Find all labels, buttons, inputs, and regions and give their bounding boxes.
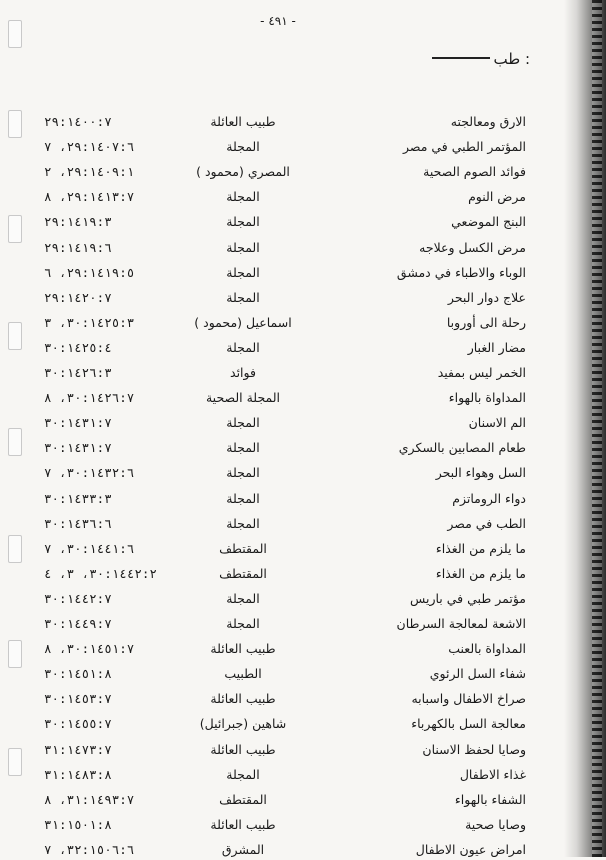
index-entry-row xyxy=(0,238,606,258)
index-entry-row xyxy=(0,288,606,308)
index-entry-row xyxy=(0,313,606,333)
index-entry-row xyxy=(0,790,606,810)
entry-source: فوائد xyxy=(230,365,256,380)
entry-title: ما يلزم من الغذاء xyxy=(435,540,526,556)
entry-reference: ٢٩:١٤٠٩:١، ٢ xyxy=(44,164,135,180)
index-entry-row xyxy=(0,112,606,132)
entry-title: غذاء الاطفال xyxy=(459,766,526,782)
index-entry-row xyxy=(0,413,606,433)
index-entry-row xyxy=(0,263,606,283)
entry-source: المجلة xyxy=(226,766,260,782)
entry-title: مرض الكسل وعلاجه xyxy=(419,239,526,255)
entry-source: المشرق xyxy=(221,841,265,857)
index-entry-row xyxy=(0,614,606,634)
entry-source: الطبيب xyxy=(224,666,262,682)
entry-source: طبيب العائلة xyxy=(210,641,276,657)
entry-title: المداواة بالهواء xyxy=(448,390,526,406)
entry-title: علاج دوار البحر xyxy=(447,289,526,305)
entry-reference: ٢٩:١٤٠٧:٦، ٧ xyxy=(44,139,135,155)
entry-title: رحلة الى أوروبا xyxy=(446,314,526,330)
entry-source: المجلة xyxy=(226,465,260,481)
entry-source: طبيب العائلة xyxy=(210,741,276,757)
entry-source: المجلة xyxy=(226,139,260,155)
entry-title: الوباء والاطباء في دمشق xyxy=(396,264,526,280)
entry-reference: ٣١:١٤٧٣:٧ xyxy=(44,741,112,757)
index-entry-row xyxy=(0,689,606,709)
index-entry-row xyxy=(0,137,606,157)
entry-reference: ٣٠:١٤٣٦:٦ xyxy=(44,515,112,531)
index-entry-row xyxy=(0,589,606,609)
index-entry-row xyxy=(0,162,606,182)
entry-title: ما يلزم من الغذاء xyxy=(435,565,526,581)
entry-source: المجلة xyxy=(226,289,260,305)
index-entry-row xyxy=(0,388,606,408)
entry-source: المجلة الصحية xyxy=(205,390,281,406)
entry-reference: ٣٠:١٤٢٥:٤ xyxy=(44,339,112,355)
entry-reference: ٣٠:١٤٤٩:٧ xyxy=(44,616,112,631)
entry-source: المجلة xyxy=(226,590,260,606)
index-entry-row xyxy=(0,740,606,760)
entry-source: المجلة xyxy=(226,415,260,431)
entry-source: المصري (محمود ) xyxy=(196,164,290,180)
entry-reference: ٣٠:١٤٥١:٧، ٨ xyxy=(44,641,135,657)
index-entry-row xyxy=(0,212,606,232)
entry-reference: ٣٠:١٤٣٣:٣ xyxy=(44,490,112,506)
entry-source: المقتطف xyxy=(219,791,267,807)
entry-source: المجلة xyxy=(226,264,260,280)
entry-reference: ٣٠:١٤٣١:٧ xyxy=(44,440,112,456)
entry-reference: ٣٠:١٤٣٢:٦، ٧ xyxy=(44,465,135,481)
index-entry-row xyxy=(0,664,606,684)
entry-title: مرض النوم xyxy=(468,189,526,205)
entry-source: طبيب العائلة xyxy=(210,114,276,129)
index-entry-row xyxy=(0,765,606,785)
entry-reference: ٣١:١٤٨٣:٨ xyxy=(44,766,112,782)
entry-title: صراخ الاطفال واسبابه xyxy=(411,691,526,707)
entry-title: مضار الغبار xyxy=(467,339,526,355)
index-entry-row xyxy=(0,815,606,835)
section-heading-text: طب : xyxy=(493,50,530,68)
index-entry-row xyxy=(0,639,606,659)
entry-title: امراض عيون الاطفال xyxy=(415,841,526,857)
entry-title: السل وهواء البحر xyxy=(435,465,526,481)
entry-reference: ٣٠:١٤٥١:٨ xyxy=(44,666,112,682)
entry-source: المجلة xyxy=(226,440,260,456)
entry-title: الخمر ليس بمفيد xyxy=(437,365,526,380)
entry-source: المجلة xyxy=(226,239,260,255)
entry-source: طبيب العائلة xyxy=(210,816,276,832)
entry-source: المجلة xyxy=(226,189,260,205)
entry-source: المجلة xyxy=(226,616,260,631)
entry-reference: ٢٩:١٤٠٠:٧ xyxy=(44,114,112,129)
entry-title: دواء الروماتزم xyxy=(452,490,526,506)
entry-source: المقتطف xyxy=(219,540,267,556)
index-entry-row xyxy=(0,539,606,559)
entry-reference: ٣٠:١٤٥٥:٧ xyxy=(44,716,112,732)
entry-reference: ٣٠:١٤٤٢:٧ xyxy=(44,590,112,606)
entry-source: شاهين (جبرائيل) xyxy=(199,716,287,732)
index-entry-row xyxy=(0,338,606,358)
entry-title: الم الاسنان xyxy=(468,415,526,431)
entry-reference: ٢٩:١٤١٩:٦ xyxy=(44,239,112,255)
entry-title: المداواة بالعنب xyxy=(448,641,526,657)
index-entry-row xyxy=(0,714,606,734)
entry-title: معالجة السل بالكهرباء xyxy=(411,716,526,732)
entry-reference: ٢٩:١٤١٩:٣ xyxy=(44,214,112,230)
entry-title: الشفاء بالهواء xyxy=(454,791,526,807)
entry-reference: ٣٠:١٤٢٦:٧، ٨ xyxy=(44,390,135,406)
page-number: - ٤٩١ - xyxy=(260,14,296,28)
entry-title: الطب في مصر xyxy=(447,515,526,531)
index-entry-row xyxy=(0,463,606,483)
entry-reference: ٣٠:١٤٣١:٧ xyxy=(44,415,112,431)
entry-source: طبيب العائلة xyxy=(210,691,276,707)
entry-reference: ٢٩:١٤٢٠:٧ xyxy=(44,289,112,305)
index-entry-row xyxy=(0,363,606,383)
entry-reference: ٣٠:١٤٤١:٦، ٧ xyxy=(44,540,135,556)
entry-title: طعام المصابين بالسكري xyxy=(398,440,526,456)
entry-source: اسماعيل (محمود ) xyxy=(194,314,292,330)
index-entry-row xyxy=(0,514,606,534)
entry-title: وصايا صحية xyxy=(465,816,526,832)
entry-reference: ٣٠:١٤٤٢:٢، ٣، ٤ xyxy=(44,565,157,581)
entry-title: البنج الموضعي xyxy=(451,214,526,230)
entry-title: الارق ومعالجته xyxy=(450,114,526,129)
entry-title: المؤتمر الطبي في مصر xyxy=(402,139,526,155)
entry-reference: ٣١:١٤٩٣:٧، ٨ xyxy=(44,791,135,807)
index-entry-row xyxy=(0,564,606,584)
entry-title: شفاء السل الرئوي xyxy=(429,666,526,682)
entry-source: المجلة xyxy=(226,515,260,531)
entry-reference: ٢٩:١٤١٣:٧، ٨ xyxy=(44,189,135,205)
entry-reference: ٢٩:١٤١٩:٥، ٦ xyxy=(44,264,135,280)
entry-title: وصايا لحفظ الاسنان xyxy=(422,741,526,757)
entry-reference: ٣١:١٥٠١:٨ xyxy=(44,816,112,832)
entry-reference: ٣٠:١٤٢٦:٣ xyxy=(44,365,112,380)
entry-source: المقتطف xyxy=(219,565,267,581)
entry-title: الاشعة لمعالجة السرطان xyxy=(396,616,526,631)
entry-reference: ٣٢:١٥٠٦:٦، ٧ xyxy=(44,841,135,857)
entry-source: المجلة xyxy=(226,214,260,230)
entry-source: المجلة xyxy=(226,490,260,506)
entry-title: فوائد الصوم الصحية xyxy=(423,164,526,180)
entry-reference: ٣٠:١٤٢٥:٣، ٣ xyxy=(44,314,135,330)
entry-reference: ٣٠:١٤٥٣:٧ xyxy=(44,691,112,707)
index-entry-row xyxy=(0,187,606,207)
index-entry-row xyxy=(0,489,606,509)
index-entry-row xyxy=(0,438,606,458)
entry-title: مؤتمر طبي في باريس xyxy=(410,590,526,606)
entry-source: المجلة xyxy=(226,339,260,355)
